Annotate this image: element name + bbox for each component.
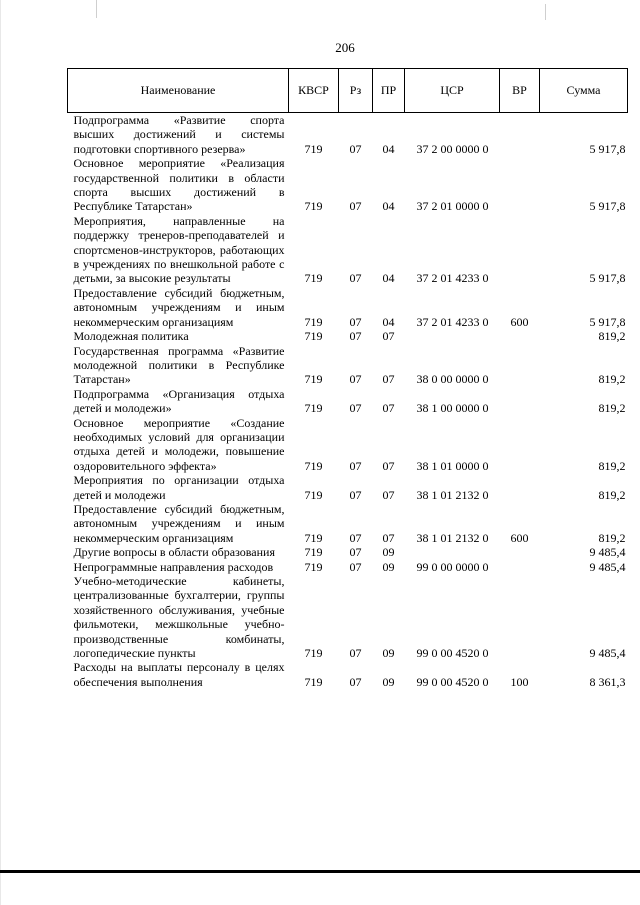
cell-pr: 09: [382, 545, 395, 560]
cell-rz: 07: [349, 372, 362, 387]
cell-rz: 07: [349, 646, 362, 661]
cell-sum: 819,2: [598, 372, 626, 387]
table-row: [68, 574, 628, 660]
cell-pr: 04: [382, 141, 395, 156]
cell-sum: 5 917,8: [589, 141, 626, 156]
cell-kvsr: 719: [304, 372, 323, 387]
cell-csr: [405, 329, 500, 343]
cell-name: Мероприятия, направленные на поддержку тренеров-преподавателей и спортсменов-инструкторов, работающих в учреждениях по внешкольной работе с детьми, за высокие результаты: [73, 213, 285, 286]
cell-kvsr: 719: [304, 530, 323, 545]
table-row: [68, 344, 628, 387]
cell-kvsr: 719: [304, 487, 323, 502]
cell-sum: 9 485,4: [589, 646, 626, 661]
cell-pr: 07: [382, 329, 395, 344]
cell-sum: 5 917,8: [589, 271, 626, 286]
cell-sum: 5 917,8: [589, 199, 626, 214]
budget-table-container: [67, 68, 627, 689]
cell-pr: 04: [382, 199, 395, 214]
cell-pr: 09: [382, 674, 395, 689]
scan-left-edge: [0, 0, 1, 905]
cell-rz: 07: [349, 530, 362, 545]
table-row: [68, 156, 628, 214]
cell-kvsr: 719: [304, 674, 323, 689]
cell-vr: 600: [510, 314, 529, 329]
cell-name: Основное мероприятие «Создание необходимых условий для организации отдыха детей и молодежи, повышение оздоровительного эффекта»: [73, 415, 285, 473]
cell-rz: 07: [349, 314, 362, 329]
cell-sum: 819,2: [598, 458, 626, 473]
cell-name: Подпрограмма «Организация отдыха детей и молодежи»: [73, 386, 285, 416]
cell-vr: [500, 473, 540, 502]
table-row: [68, 416, 628, 474]
cell-sum: 819,2: [598, 329, 626, 344]
cell-csr: 37 2 01 4233 0: [416, 314, 489, 329]
cell-kvsr: 719: [304, 271, 323, 286]
cell-kvsr: 719: [304, 401, 323, 416]
cell-pr: 07: [382, 401, 395, 416]
cell-pr: 07: [382, 487, 395, 502]
cell-csr: 38 1 01 2132 0: [416, 487, 489, 502]
header-csr: ЦСР: [405, 69, 500, 113]
header-kvsr: КВСР: [289, 69, 339, 113]
cell-csr: 37 2 00 0000 0: [416, 141, 489, 156]
cell-name: Предоставление субсидий бюджетным, автономным учреждениям и иным некоммерческим организациям: [73, 285, 285, 329]
cell-csr: [405, 545, 500, 559]
cell-name: Государственная программа «Развитие молодежной политики в Республике Татарстан»: [73, 343, 285, 387]
cell-csr: 38 0 00 0000 0: [416, 372, 489, 387]
cell-rz: 07: [349, 329, 362, 344]
cell-csr: 38 1 01 2132 0: [416, 530, 489, 545]
cell-name: Расходы на выплаты персоналу в целях обеспечения выполнения: [73, 660, 285, 689]
cell-rz: 07: [349, 458, 362, 473]
cell-csr: 37 2 01 4233 0: [416, 271, 489, 286]
header-rz: Рз: [339, 69, 373, 113]
cell-pr: 07: [382, 530, 395, 545]
cell-name: Молодежная политика: [73, 329, 189, 344]
cell-name: Мероприятия по организации отдыха детей и молодежи: [73, 473, 285, 502]
cell-pr: 07: [382, 372, 395, 387]
cell-vr: [500, 560, 540, 574]
cell-sum: 9 485,4: [589, 545, 626, 560]
table-row: [68, 113, 628, 157]
cell-name: Непрограммные направления расходов: [73, 559, 274, 574]
table-row: [68, 660, 628, 689]
cell-sum: 819,2: [598, 487, 626, 502]
cell-kvsr: 719: [304, 646, 323, 661]
table-row: [68, 560, 628, 574]
cell-vr: [500, 113, 540, 157]
cell-rz: 07: [349, 271, 362, 286]
cell-rz: 07: [349, 559, 362, 574]
table-row: [68, 545, 628, 559]
cell-vr: [500, 574, 540, 660]
cell-csr: 99 0 00 4520 0: [416, 646, 489, 661]
cell-pr: 04: [382, 314, 395, 329]
header-vr: ВР: [500, 69, 540, 113]
cell-rz: 07: [349, 545, 362, 560]
scan-mark: [96, 0, 97, 18]
cell-name: Учебно-методические кабинеты, централизованные бухгалтерии, группы хозяйственного обслуживания, учебные фильмотеки, межшкольные учебно-производственные комбинаты, логопедические пункты: [73, 574, 285, 661]
cell-vr: 600: [510, 530, 529, 545]
cell-name: Подпрограмма «Развитие спорта высших достижений и системы подготовки спортивного резерва»: [73, 113, 285, 156]
table-header: [68, 69, 628, 113]
cell-name: Основное мероприятие «Реализация государственной политики в области спорта высших достижений в Республике Татарстан»: [73, 156, 285, 214]
cell-kvsr: 719: [304, 141, 323, 156]
header-pr: ПР: [373, 69, 405, 113]
scan-bottom-bar: [0, 870, 640, 873]
cell-sum: 819,2: [598, 401, 626, 416]
header-name: Наименование: [68, 69, 289, 113]
cell-vr: [500, 344, 540, 387]
cell-sum: 8 361,3: [589, 674, 626, 689]
table-row: [68, 286, 628, 329]
cell-vr: [500, 416, 540, 474]
cell-csr: 99 0 00 4520 0: [416, 674, 489, 689]
cell-vr: 100: [510, 674, 529, 689]
cell-sum: 9 485,4: [589, 559, 626, 574]
cell-kvsr: 719: [304, 314, 323, 329]
cell-kvsr: 719: [304, 458, 323, 473]
cell-sum: 819,2: [598, 530, 626, 545]
table-row: [68, 502, 628, 545]
cell-rz: 07: [349, 199, 362, 214]
cell-vr: [500, 387, 540, 416]
cell-csr: 38 1 00 0000 0: [416, 401, 489, 416]
cell-csr: 38 1 01 0000 0: [416, 458, 489, 473]
cell-csr: 99 0 00 0000 0: [416, 559, 489, 574]
cell-rz: 07: [349, 401, 362, 416]
cell-name: Предоставление субсидий бюджетным, автономным учреждениям и иным некоммерческим организациям: [73, 501, 285, 545]
cell-kvsr: 719: [304, 545, 323, 560]
cell-pr: 09: [382, 646, 395, 661]
table-row: [68, 329, 628, 343]
header-sum: Сумма: [540, 69, 628, 113]
cell-pr: 09: [382, 559, 395, 574]
cell-vr: [500, 214, 540, 286]
cell-vr: [500, 156, 540, 214]
cell-vr: [500, 329, 540, 343]
cell-kvsr: 719: [304, 199, 323, 214]
cell-rz: 07: [349, 487, 362, 502]
table-body: [68, 113, 628, 690]
cell-pr: 07: [382, 458, 395, 473]
cell-vr: [500, 545, 540, 559]
budget-table: [67, 68, 628, 689]
cell-sum: 5 917,8: [589, 314, 626, 329]
scan-mark: [545, 4, 546, 20]
page-number: 206: [335, 40, 355, 55]
table-row: [68, 473, 628, 502]
table-row: [68, 387, 628, 416]
cell-rz: 07: [349, 141, 362, 156]
cell-kvsr: 719: [304, 559, 323, 574]
cell-pr: 04: [382, 271, 395, 286]
cell-rz: 07: [349, 674, 362, 689]
cell-name: Другие вопросы в области образования: [73, 545, 275, 560]
cell-kvsr: 719: [304, 329, 323, 344]
cell-csr: 37 2 01 0000 0: [416, 199, 489, 214]
table-row: [68, 214, 628, 286]
